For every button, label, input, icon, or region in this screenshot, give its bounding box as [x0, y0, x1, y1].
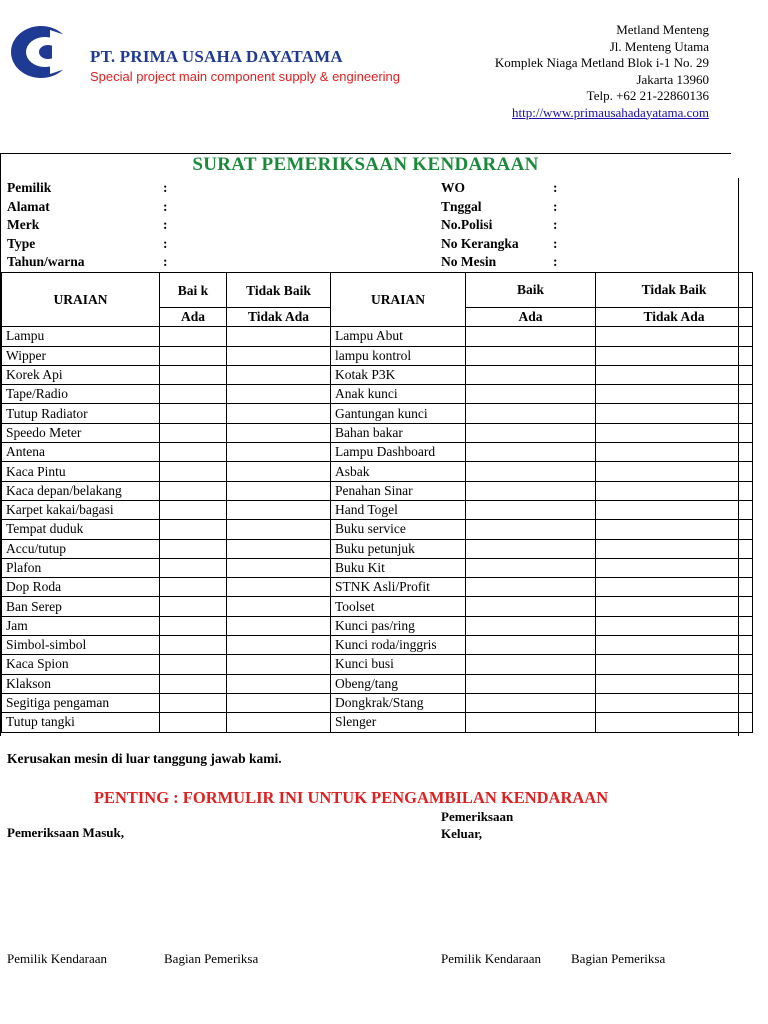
check-cell[interactable] — [466, 500, 596, 519]
company-tagline: Special project main component supply & engineering — [90, 69, 401, 84]
check-cell[interactable] — [227, 616, 331, 635]
check-cell[interactable] — [596, 327, 753, 346]
check-in-label: Pemeriksaan Masuk, — [7, 825, 124, 840]
item-label: lampu kontrol — [331, 346, 466, 365]
field-label: Merk — [7, 217, 40, 232]
check-cell[interactable] — [227, 578, 331, 597]
item-label: Plafon — [2, 558, 160, 577]
item-label: Lampu — [2, 327, 160, 346]
field-colon: : — [553, 254, 558, 269]
check-cell[interactable] — [596, 558, 753, 577]
table-row — [2, 616, 753, 635]
check-cell[interactable] — [227, 655, 331, 674]
check-cell[interactable] — [160, 539, 227, 558]
check-cell[interactable] — [227, 636, 331, 655]
check-cell[interactable] — [466, 520, 596, 539]
field-colon: : — [163, 236, 168, 251]
table-row — [2, 481, 753, 500]
check-cell[interactable] — [227, 674, 331, 693]
check-cell[interactable] — [227, 327, 331, 346]
check-cell[interactable] — [596, 597, 753, 616]
item-label: Bahan bakar — [331, 423, 466, 442]
header-tidak-baik-right: Tidak Baik — [596, 273, 753, 308]
table-row — [2, 578, 753, 597]
item-label: Buku service — [331, 520, 466, 539]
field-label: No.Polisi — [441, 217, 493, 232]
signature-inspector-in: Bagian Pemeriksa — [164, 951, 259, 966]
table-row — [2, 674, 753, 693]
address-line: Jl. Menteng Utama — [609, 38, 709, 54]
table-row — [2, 500, 753, 519]
check-cell[interactable] — [160, 713, 227, 732]
table-row — [2, 365, 753, 384]
field-colon: : — [163, 254, 168, 269]
item-label: Lampu Abut — [331, 327, 466, 346]
field-colon: : — [553, 236, 558, 251]
check-cell[interactable] — [160, 443, 227, 462]
check-cell[interactable] — [596, 462, 753, 481]
check-cell[interactable] — [227, 481, 331, 500]
check-cell[interactable] — [596, 346, 753, 365]
check-cell[interactable] — [160, 636, 227, 655]
item-label: Dongkrak/Stang — [331, 693, 466, 712]
check-cell[interactable] — [466, 385, 596, 404]
field-colon: : — [553, 217, 558, 232]
field-colon: : — [553, 180, 558, 195]
item-label: Wipper — [2, 346, 160, 365]
check-cell[interactable] — [160, 481, 227, 500]
item-label: Buku petunjuk — [331, 539, 466, 558]
header-uraian-right: URAIAN — [331, 273, 466, 327]
company-logo — [10, 24, 74, 80]
table-row — [2, 346, 753, 365]
check-out-line: Pemeriksaan — [441, 809, 514, 824]
check-cell[interactable] — [160, 558, 227, 577]
check-cell[interactable] — [596, 500, 753, 519]
form-title: SURAT PEMERIKSAAN KENDARAAN — [192, 154, 539, 175]
table-row — [2, 597, 753, 616]
check-cell[interactable] — [227, 597, 331, 616]
check-cell[interactable] — [596, 365, 753, 384]
table-row — [2, 558, 753, 577]
table-row — [2, 462, 753, 481]
check-cell[interactable] — [160, 385, 227, 404]
website-link[interactable]: http://www.primausahadayatama.com — [512, 104, 709, 120]
item-label: Slenger — [331, 713, 466, 732]
check-cell[interactable] — [596, 616, 753, 635]
check-cell[interactable] — [227, 693, 331, 712]
item-label: Anak kunci — [331, 385, 466, 404]
table-row — [2, 636, 753, 655]
check-cell[interactable] — [160, 404, 227, 423]
field-colon: : — [163, 217, 168, 232]
check-cell[interactable] — [596, 481, 753, 500]
check-cell[interactable] — [466, 404, 596, 423]
check-cell[interactable] — [466, 327, 596, 346]
item-label: Kaca Spion — [2, 655, 160, 674]
field-label: No Mesin — [441, 254, 497, 269]
phone-line: Telp. +62 21-22860136 — [586, 88, 709, 103]
item-label: Karpet kakai/bagasi — [2, 500, 160, 519]
table-row — [2, 327, 753, 346]
header-uraian-left: URAIAN — [2, 273, 160, 327]
check-cell[interactable] — [596, 578, 753, 597]
check-cell[interactable] — [466, 713, 596, 732]
check-cell[interactable] — [596, 423, 753, 442]
check-cell[interactable] — [160, 616, 227, 635]
check-cell[interactable] — [227, 462, 331, 481]
check-cell[interactable] — [227, 365, 331, 384]
check-cell[interactable] — [596, 385, 753, 404]
header-tidak-ada-left: Tidak Ada — [227, 308, 331, 327]
check-cell[interactable] — [227, 385, 331, 404]
check-cell[interactable] — [596, 636, 753, 655]
check-cell[interactable] — [160, 655, 227, 674]
check-cell[interactable] — [160, 520, 227, 539]
item-label: Kunci pas/ring — [331, 616, 466, 635]
item-label: Speedo Meter — [2, 423, 160, 442]
check-cell[interactable] — [227, 520, 331, 539]
signature-inspector-out: Bagian Pemeriksa — [571, 951, 666, 966]
table-row — [2, 655, 753, 674]
check-cell[interactable] — [466, 462, 596, 481]
check-cell[interactable] — [227, 500, 331, 519]
check-cell[interactable] — [596, 713, 753, 732]
check-cell[interactable] — [596, 693, 753, 712]
check-cell[interactable] — [466, 616, 596, 635]
item-label: Tempat duduk — [2, 520, 160, 539]
check-cell[interactable] — [227, 404, 331, 423]
item-label: Antena — [2, 443, 160, 462]
item-label: Korek Api — [2, 365, 160, 384]
check-cell[interactable] — [466, 693, 596, 712]
important-notice: PENTING : FORMULIR INI UNTUK PENGAMBILAN KENDARAAN — [93, 788, 609, 807]
field-colon: : — [163, 199, 168, 214]
item-label: Penahan Sinar — [331, 481, 466, 500]
signature-owner-out: Pemilik Kendaraan — [441, 951, 541, 966]
table-row — [2, 404, 753, 423]
field-label: Pemilik — [7, 180, 52, 195]
item-label: Tape/Radio — [2, 385, 160, 404]
check-cell[interactable] — [466, 443, 596, 462]
field-label: WO — [441, 180, 466, 195]
item-label: Simbol-simbol — [2, 636, 160, 655]
address-line: Metland Menteng — [616, 22, 709, 37]
check-cell[interactable] — [160, 674, 227, 693]
table-row — [2, 443, 753, 462]
table-row — [2, 423, 753, 442]
header-tidak-ada-right: Tidak Ada — [596, 308, 753, 327]
check-cell[interactable] — [160, 365, 227, 384]
item-label: Accu/tutup — [2, 539, 160, 558]
check-cell[interactable] — [596, 674, 753, 693]
check-cell[interactable] — [466, 597, 596, 616]
company-name: PT. PRIMA USAHA DAYATAMA — [90, 47, 343, 66]
check-cell[interactable] — [160, 597, 227, 616]
item-label: Ban Serep — [2, 597, 160, 616]
field-label: No Kerangka — [441, 236, 519, 251]
item-label: Obeng/tang — [331, 674, 466, 693]
item-label: Buku Kit — [331, 558, 466, 577]
table-row — [2, 520, 753, 539]
check-cell[interactable] — [227, 423, 331, 442]
check-cell[interactable] — [466, 558, 596, 577]
address-line: Komplek Niaga Metland Blok i-1 No. 29 — [494, 55, 709, 70]
check-cell[interactable] — [160, 462, 227, 481]
field-label: Tahun/warna — [7, 254, 85, 269]
check-cell[interactable] — [466, 636, 596, 655]
item-label: Klakson — [2, 674, 160, 693]
field-label: Alamat — [7, 199, 50, 214]
field-label: Tnggal — [441, 199, 482, 214]
check-cell[interactable] — [596, 655, 753, 674]
company-address — [495, 22, 709, 121]
item-label: Tutup tangki — [2, 713, 160, 732]
field-label: Type — [7, 236, 36, 251]
check-cell[interactable] — [160, 423, 227, 442]
address-line: Jakarta 13960 — [636, 71, 709, 87]
check-cell[interactable] — [596, 539, 753, 558]
header-baik-left: Bai k — [160, 273, 227, 308]
header-ada-right: Ada — [466, 308, 596, 327]
field-colon: : — [553, 199, 558, 214]
item-label: Tutup Radiator — [2, 404, 160, 423]
item-label: Lampu Dashboard — [331, 443, 466, 462]
check-cell[interactable] — [227, 558, 331, 577]
check-cell[interactable] — [227, 443, 331, 462]
item-label: Kunci roda/inggris — [331, 636, 466, 655]
check-cell[interactable] — [227, 346, 331, 365]
check-cell[interactable] — [596, 404, 753, 423]
check-cell[interactable] — [466, 423, 596, 442]
item-label: Jam — [2, 616, 160, 635]
disclaimer-note: Kerusakan mesin di luar tanggung jawab kami. — [7, 751, 282, 766]
check-cell[interactable] — [596, 520, 753, 539]
item-label: Gantungan kunci — [331, 404, 466, 423]
check-cell[interactable] — [466, 578, 596, 597]
check-cell[interactable] — [466, 539, 596, 558]
check-out-label — [441, 808, 513, 842]
item-label: Kotak P3K — [331, 365, 466, 384]
check-cell[interactable] — [466, 481, 596, 500]
check-cell[interactable] — [466, 674, 596, 693]
field-colon: : — [163, 180, 168, 195]
item-label: Toolset — [331, 597, 466, 616]
check-cell[interactable] — [466, 346, 596, 365]
table-row — [2, 713, 753, 732]
check-cell[interactable] — [160, 327, 227, 346]
header-ada-left: Ada — [160, 308, 227, 327]
header-baik-right: Baik — [466, 273, 596, 308]
table-row — [2, 693, 753, 712]
item-label: Asbak — [331, 462, 466, 481]
check-out-line: Keluar, — [441, 826, 483, 841]
check-cell[interactable] — [160, 346, 227, 365]
inspection-table — [1, 272, 753, 733]
item-label: Dop Roda — [2, 578, 160, 597]
check-cell[interactable] — [160, 693, 227, 712]
check-cell[interactable] — [160, 578, 227, 597]
check-cell[interactable] — [160, 500, 227, 519]
item-label: Hand Togel — [331, 500, 466, 519]
check-cell[interactable] — [466, 655, 596, 674]
signature-owner-in: Pemilik Kendaraan — [7, 951, 107, 966]
header-tidak-baik-left: Tidak Baik — [227, 273, 331, 308]
check-cell[interactable] — [227, 713, 331, 732]
item-label: Kaca depan/belakang — [2, 481, 160, 500]
item-label: Kaca Pintu — [2, 462, 160, 481]
table-row — [2, 385, 753, 404]
check-cell[interactable] — [466, 365, 596, 384]
item-label: Segitiga pengaman — [2, 693, 160, 712]
item-label: Kunci busi — [331, 655, 466, 674]
check-cell[interactable] — [227, 539, 331, 558]
item-label: STNK Asli/Profit — [331, 578, 466, 597]
check-cell[interactable] — [596, 443, 753, 462]
table-row — [2, 539, 753, 558]
